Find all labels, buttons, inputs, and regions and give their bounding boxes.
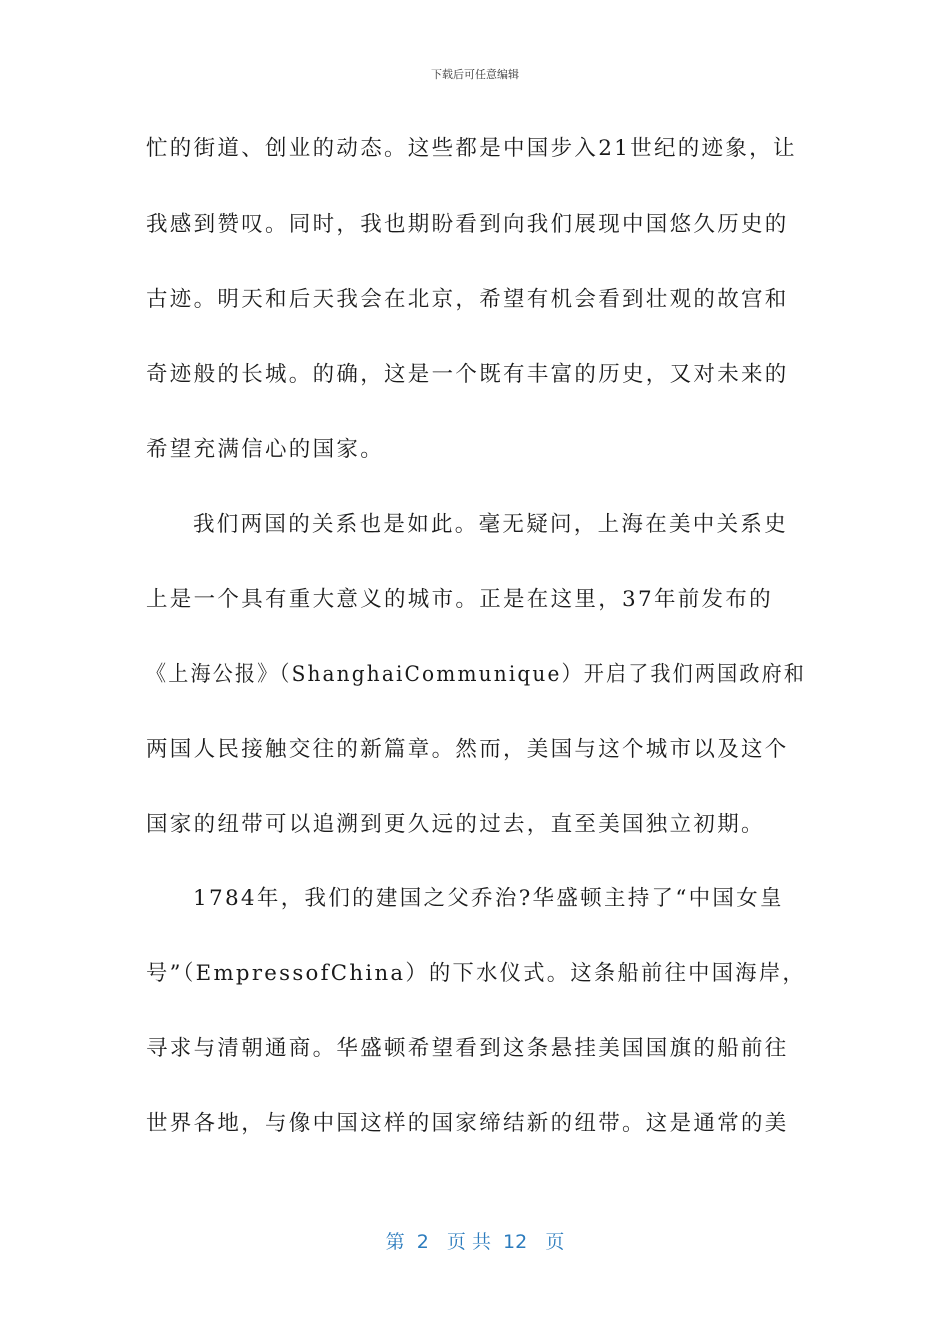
text-line: 号”（EmpressofChina）的下水仪式。这条船前往中国海岸， bbox=[146, 961, 807, 986]
text-line: 我感到赞叹。同时，我也期盼看到向我们展现中国悠久历史的 bbox=[146, 212, 789, 237]
text-line: 世界各地，与像中国这样的国家缔结新的纽带。这是通常的美 bbox=[146, 1111, 789, 1136]
text-line: 我们两国的关系也是如此。毫无疑问，上海在美中关系史 bbox=[193, 512, 789, 537]
page-number: 第 2 页 共 12 页 bbox=[385, 1231, 565, 1253]
text-line: 两国人民接触交往的新篇章。然而，美国与这个城市以及这个 bbox=[146, 737, 789, 762]
text-line: 奇迹般的长城。的确，这是一个既有丰富的历史，又对未来的 bbox=[146, 362, 789, 387]
header-note: 下载后可任意编辑 bbox=[431, 68, 519, 81]
text-line: 古迹。明天和后天我会在北京，希望有机会看到壮观的故宫和 bbox=[146, 287, 789, 312]
text-line: 上是一个具有重大意义的城市。正是在这里，37年前发布的 bbox=[146, 587, 773, 612]
text-line: 国家的纽带可以追溯到更久远的过去，直至美国独立初期。 bbox=[146, 812, 765, 837]
text-line: 1784年，我们的建国之父乔治?华盛顿主持了“中国女皇 bbox=[193, 886, 784, 911]
text-line: 寻求与清朝通商。华盛顿希望看到这条悬挂美国国旗的船前往 bbox=[146, 1036, 789, 1061]
text-line: 《上海公报》（ShanghaiCommunique）开启了我们两国政府和 bbox=[146, 662, 807, 687]
text-line: 忙的街道、创业的动态。这些都是中国步入21世纪的迹象，让 bbox=[146, 136, 797, 161]
text-line: 希望充满信心的国家。 bbox=[146, 437, 385, 462]
